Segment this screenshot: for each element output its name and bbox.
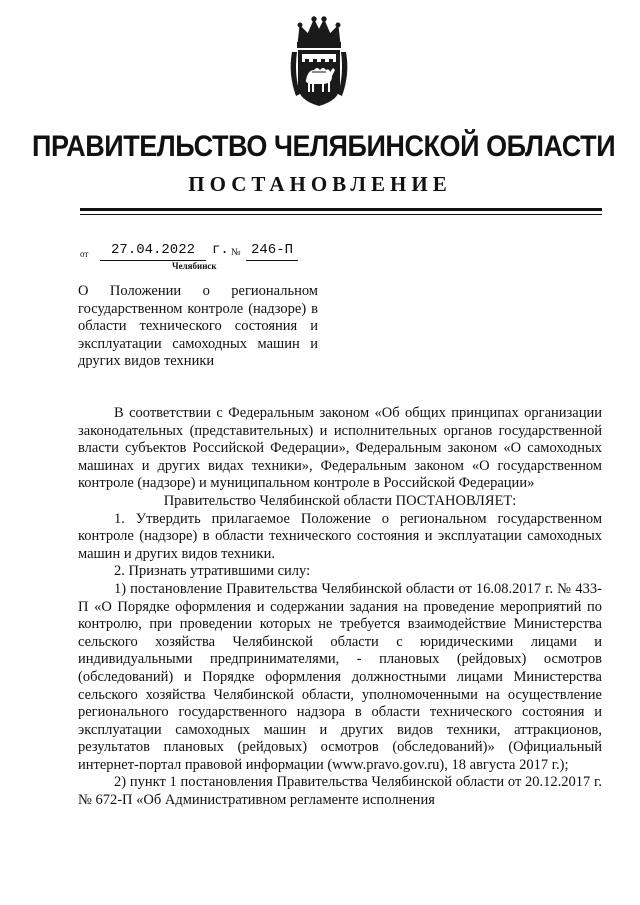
item-2: 2. Признать утратившими силу:: [114, 563, 311, 580]
resolution-statement: Правительство Челябинской области ПОСТАНОВЛЯЕТ:: [163, 492, 517, 509]
item-1: 1. Утвердить прилагаемое Положение о региональном государственном контроле (надзоре) в области технического состояния и эксплуатации самоходных машин и других видов техники.: [78, 510, 602, 562]
year-suffix: г.: [212, 242, 229, 258]
city-name: Челябинск: [172, 261, 217, 271]
date-number-line: [80, 240, 300, 262]
government-title: ПРАВИТЕЛЬСТВО ЧЕЛЯБИНСКОЙ ОБЛАСТИ: [32, 130, 616, 163]
header-divider-thin: [80, 214, 602, 215]
item-2-1: 1) постановление Правительства Челябинской области от 16.08.2017 г. № 433-П «О Порядке оформления и содержании задания на проведение мероприятий по контролю, при проведении которых не требуется взаимодействие Министерства сельского хозяйства Челябинской области с юридическими лицами и индивидуальными предпринимателями, - плановых (рейдовых) осмотров (обследований) и Порядке оформления должностными лицами Министерства сельского хозяйства Челябинской области, уполномоченными на осуществление регионального государственного надзора в области технического состояния и эксплуатации самоходных машин и других видов техники, аттракционов, результатов плановых (рейдовых) осмотров (обследований)» (Официальный интернет-портал правовой информации (www.pravo.gov.ru), 18 августа 2017 г.);: [78, 580, 602, 773]
document-subject: О Положении о региональном государственном контроле (надзоре) в области технического состояния и эксплуатации самоходных машин и других видов техники: [78, 283, 318, 369]
chelyabinsk-coat-of-arms-icon: [288, 14, 350, 110]
label-from: от: [80, 249, 89, 259]
document-number: 246-П: [246, 240, 298, 261]
preamble-paragraph: В соответствии с Федеральным законом «Об общих принципах организации законодательных (представительных) и исполнительных органов государственной власти субъектов Российской Федерации», Федеральным законом «О самоходных машинах и других видах техники», Федеральным законом «О государственном контроле (надзоре) и муниципальном контроле в Российской Федерации»: [78, 405, 602, 492]
document-body: [78, 405, 602, 810]
document-type: ПОСТАНОВЛЕНИЕ: [188, 172, 452, 196]
label-number: №: [231, 247, 241, 258]
item-2-2: 2) пункт 1 постановления Правительства Челябинской области от 20.12.2017 г. № 672-П «Об Административном регламенте исполнения: [78, 774, 602, 809]
header-divider-thick: [80, 208, 602, 211]
document-date: 27.04.2022: [100, 240, 206, 261]
